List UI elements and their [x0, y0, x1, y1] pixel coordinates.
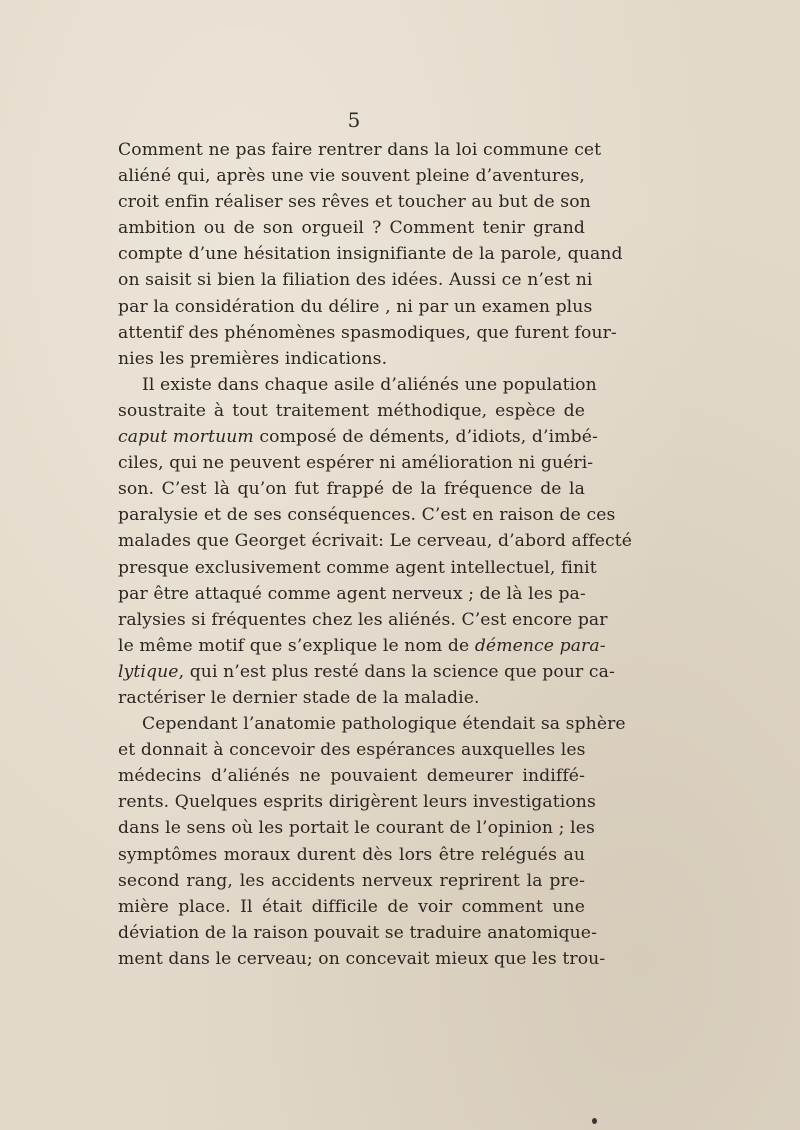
text-line: paralysie et de ses conséquences. C’est en raison de ces — [118, 505, 616, 526]
text-line — [118, 633, 606, 659]
page-number: 5 — [347, 108, 361, 132]
text-line: compte d’une hésitation insignifiante de la parole, quand — [118, 244, 623, 265]
text-line: ractériser le dernier stade de la maladie. — [118, 687, 480, 708]
text-line: symptômes moraux durent dès lors être relégués au — [118, 844, 585, 865]
text-line: nies les premières indications. — [118, 348, 388, 369]
text-line — [118, 424, 598, 450]
text-line: rents. Quelques esprits dirigèrent leurs investigations — [118, 792, 596, 813]
ink-speck — [592, 1118, 597, 1124]
text-line: croit enfin réaliser ses rêves et toucher au but de son — [118, 192, 591, 213]
text-line: son. C’est là qu’on fut frappé de la fréquence de la — [118, 479, 585, 500]
text-line: malades que Georget écrivait: Le cerveau, d’abord affecté — [118, 531, 633, 552]
text-line — [118, 659, 615, 685]
text-line: et donnait à concevoir des espérances auxquelles les — [118, 740, 586, 761]
text-line: Cependant l’anatomie pathologique étendait sa sphère — [142, 714, 626, 735]
text-line: ciles, qui ne peuvent espérer ni amélioration ni guéri- — [118, 453, 594, 474]
text-line: attentif des phénomènes spasmodiques, que furent four- — [118, 322, 617, 343]
text-run: composé de déments, d’idiots, d’imbé- — [253, 427, 598, 448]
text-line: presque exclusivement comme agent intellectuel, finit — [118, 557, 597, 578]
italic-text: lytique — [118, 661, 179, 682]
text-line: second rang, les accidents nerveux reprirent la pre- — [118, 870, 585, 891]
text-line: Comment ne pas faire rentrer dans la loi commune cet — [118, 140, 602, 160]
text-line: médecins d’aliénés ne pouvaient demeurer indiffé- — [118, 766, 585, 787]
italic-text: démence para- — [474, 635, 606, 656]
text-line: on saisit si bien la filiation des idées. Aussi ce n’est ni — [118, 270, 593, 291]
text-run: le même motif que s’explique le nom de — [118, 635, 475, 656]
text-line: dans le sens où les portait le courant de l’opinion ; les — [118, 818, 595, 839]
text-line: ment dans le cerveau; on concevait mieux que les trou- — [118, 948, 606, 969]
text-line: par être attaqué comme agent nerveux ; de là les pa- — [118, 583, 586, 604]
text-line: par la considération du délire , ni par un examen plus — [118, 296, 593, 317]
text-line: ambition ou de son orgueil ? Comment tenir grand — [118, 218, 585, 239]
text-line: déviation de la raison pouvait se traduire anatomique- — [118, 922, 597, 943]
text-line: mière place. Il était difficile de voir comment une — [118, 896, 585, 917]
italic-text: caput mortuum — [118, 427, 254, 448]
text-line: Il existe dans chaque asile d’aliénés une population — [142, 374, 597, 395]
text-run: , qui n’est plus resté dans la science que pour ca- — [178, 661, 615, 682]
text-line: soustraite à tout traitement méthodique, espèce de — [118, 400, 585, 421]
text-line: ralysies si fréquentes chez les aliénés. C’est encore par — [118, 609, 608, 630]
body-text — [118, 137, 633, 972]
text-line: aliéné qui, après une vie souvent pleine d’aventures, — [118, 166, 585, 187]
